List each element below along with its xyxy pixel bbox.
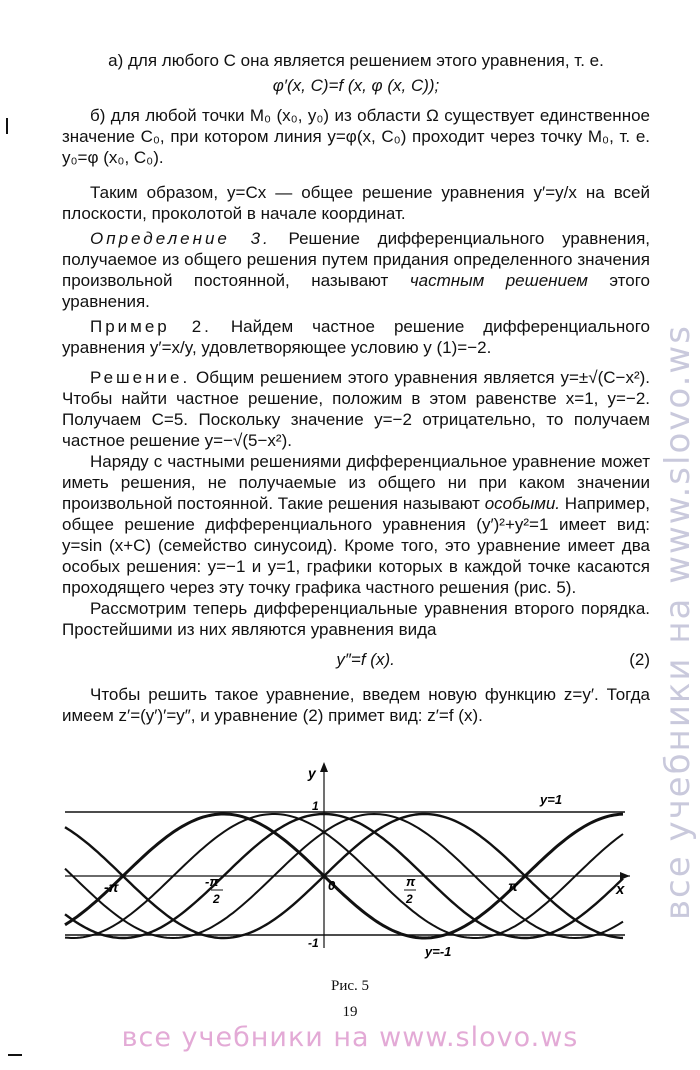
x-axis-arrow [620, 872, 630, 880]
example-body: Найдем частное решение дифференциального уравнения y′=x/y, удовлетворяющее условию y (1)=−2. [62, 317, 650, 357]
example-2 [62, 316, 650, 358]
special-solutions-term: особыми. [484, 494, 561, 513]
tick-minus-pi: -π [104, 879, 119, 895]
equation-2-number: (2) [629, 650, 650, 669]
page-number: 19 [342, 1004, 358, 1020]
paragraph-b: б) для любой точки M₀ (x₀, y₀) из области Ω существует единственное значение C₀, при котором линия y=φ(x, C₀) проходит через точку M₀, т. е. y₀=φ (x₀, C₀). [62, 106, 650, 167]
solution-body: Общим решением этого уравнения является y=±√(C−x²). Чтобы найти частное решение, положим в этом равенстве x=1, y=−2. Получаем C=5. Поскольку значение y=−2 отрицательно, то получаем частное решение y=−√(5−x²). [62, 368, 650, 450]
bottom-watermark: все учебники на www.slovo.ws [121, 1022, 579, 1053]
margin-mark-top [6, 118, 8, 134]
figure-caption: Рис. 5 [330, 978, 370, 994]
tick-pi: π [508, 878, 518, 894]
svg-text:2: 2 [213, 892, 220, 906]
paragraph-a: а) для любого C она является решением этого уравнения, т. е. [108, 51, 604, 70]
x-axis-label: x [616, 881, 625, 898]
paragraph-substitution: Чтобы решить такое уравнение, введем новую функцию z=y′. Тогда имеем z′=(y′)′=y″, и уравнение (2) примет вид: z′=f (x). [62, 685, 650, 725]
tick-1: 1 [312, 799, 319, 813]
svg-text:2: 2 [406, 892, 413, 906]
page-body [62, 50, 650, 726]
y-axis-arrow [320, 762, 328, 772]
tick-0: 0 [328, 878, 336, 893]
solution [62, 367, 650, 451]
tick-minus-1: -1 [308, 936, 319, 950]
tick-pi-half [404, 874, 416, 906]
side-watermark: все учебники на www.slovo.ws [658, 324, 698, 920]
definition-3 [62, 228, 650, 312]
margin-mark-bottom [8, 1054, 22, 1056]
definition-tail: этого уравнения. [62, 271, 650, 311]
label-y-1: y=1 [540, 792, 563, 807]
paragraph-second-order: Рассмотрим теперь дифференциальные уравнения второго порядка. Простейшими из них являются уравнения вида [62, 599, 650, 639]
special-solutions-text-a: Наряду с частными решениями дифференциальное уравнение может иметь решения, не получаемые из общего ни при каком значении произвольной постоянной. Такие решения называют [62, 452, 650, 513]
equation-phi: φ′(x, C)=f (x, φ (x, C)); [272, 76, 440, 95]
special-solutions-text-b: Например, общее решение дифференциального уравнения (y′)²+y²=1 имеет вид: y=sin (x+C) (семейство синусоид). Кроме того, это уравнение имеет два особых решения: y=−1 и y=1, графики которых в каждой точке касаются проходящего через эту точку графика частного решения (рис. 5). [62, 494, 650, 597]
equation-2-row [62, 649, 650, 670]
definition-body: Решение дифференциального уравнения, получаемое из общего решения путем придания определенного значения произвольной постоянной, называют [62, 229, 650, 290]
definition-term: частным решением [409, 271, 588, 290]
equation-2: y″=f (x). [336, 650, 395, 669]
definition-heading: Определение 3. [90, 229, 271, 248]
svg-text:π: π [406, 874, 416, 889]
solution-heading: Решение. [90, 368, 191, 387]
paragraph-special-solutions [62, 451, 650, 598]
label-y-minus-1: y=-1 [425, 944, 452, 959]
svg-text:-π: -π [205, 874, 219, 889]
example-heading: Пример 2. [90, 317, 212, 336]
y-axis-label: y [308, 765, 316, 781]
sine-family-figure [60, 760, 635, 959]
paragraph-general-solution: Таким образом, y=Cx — общее решение уравнения y′=y/x на всей плоскости, проколотой в начале координат. [62, 183, 650, 223]
